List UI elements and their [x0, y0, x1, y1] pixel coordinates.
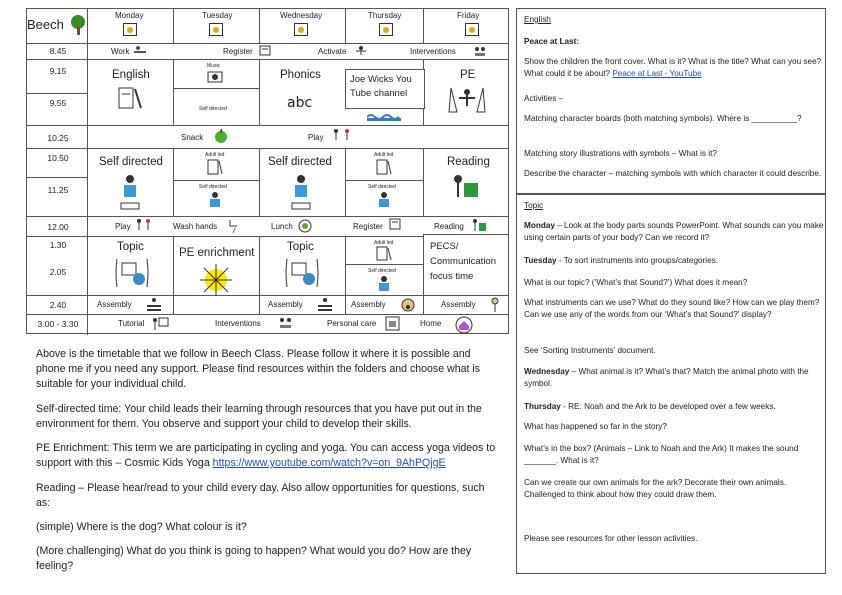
play-icon	[331, 128, 353, 149]
english-intro	[524, 56, 824, 80]
row-845	[27, 44, 508, 60]
english-icon	[117, 84, 147, 119]
time-label: 8.45	[49, 46, 67, 56]
time-label: 10.25	[47, 133, 69, 143]
topic-question-2: What instruments can we use? What do they sound like? How can we play them? Can we use any of the words from our ‘What’s that Sound?’ display?	[524, 298, 820, 319]
lunch-label: Lunch	[271, 222, 293, 231]
home-label: Home	[420, 319, 442, 328]
assembly-label: Assembly	[441, 300, 476, 309]
joe-wicks-box	[345, 69, 425, 109]
person-icon	[119, 173, 141, 216]
pecs-label: PECS/ Communication focus time	[430, 241, 496, 282]
activity-3: Describe the character – matching symbols with which character it could describe.	[524, 169, 822, 178]
calendar-icon	[294, 23, 308, 41]
day-monday: Monday	[115, 11, 144, 20]
topic-panel	[516, 194, 826, 574]
note-timetable: Above is the timetable that we follow in Beech Class. Please follow it where it is possible and phone me if you need any support. Please find resources within the folders and choose what is suitable for your individual child.	[36, 348, 481, 390]
english-intro-text: Show the children the front cover. What is it? What is the title? What can you see? What could it be about?	[524, 57, 822, 78]
time-label: 12.00	[47, 222, 69, 232]
adult-led-icon	[207, 158, 223, 181]
interventions-icon	[278, 316, 294, 337]
time-label: 10.50	[47, 153, 69, 163]
tree-icon	[69, 15, 87, 40]
tutorial-label: Tutorial	[118, 319, 145, 328]
pe-label: PE	[460, 69, 476, 81]
joe-wicks-label: Joe Wicks You Tube channel	[350, 74, 412, 99]
time-label: 9.15	[49, 66, 67, 76]
topic-icon	[115, 257, 149, 294]
topic-tuesday: Tuesday - To sort instruments into groups/categories.	[524, 256, 719, 265]
play-icon	[135, 218, 153, 239]
register-icon	[389, 218, 403, 237]
register-label: Register	[353, 222, 383, 231]
note-pe-text: PE Enrichment: This term we are participating in cycling and yoga. You can access yoga videos to support with this – Cosmic Kids Yoga	[36, 442, 496, 469]
work-label: Work	[111, 47, 130, 56]
day-wednesday: Wednesday	[280, 11, 323, 20]
calendar-icon	[123, 23, 137, 41]
tutorial-icon	[151, 316, 169, 337]
class-name: Beech	[27, 17, 64, 32]
adult-led-label: Adult led	[205, 152, 225, 158]
person-icon	[290, 173, 312, 216]
reading-icon	[451, 173, 481, 208]
english-label: English	[112, 69, 150, 81]
phonics-abc: abc	[287, 95, 313, 111]
personal-care-label: Personal care	[327, 319, 377, 328]
self-directed-small: Self directed	[199, 106, 227, 112]
calendar-icon	[465, 23, 479, 41]
adult-led-icon	[376, 246, 392, 267]
afternoon-block	[27, 237, 508, 296]
interventions-label: Interventions	[410, 47, 456, 56]
self-directed-label: Self directed	[268, 156, 332, 168]
assembly-label: Assembly	[351, 300, 386, 309]
time-label: 3.00 - 3.30	[37, 319, 79, 329]
peace-at-last-link[interactable]: Peace at Last - YouTube	[612, 69, 702, 78]
apple-icon	[213, 128, 229, 149]
topic-icon	[285, 257, 319, 294]
morning-block	[27, 60, 508, 126]
note-simple-question: (simple) Where is the dog? What colour is it?	[36, 521, 247, 533]
topic-monday: Monday – Look at the body parts sounds PowerPoint. What sounds can you make using certain parts of your body? Can we record it?	[524, 221, 824, 242]
lunch-icon	[297, 218, 313, 239]
note-self-directed: Self-directed time: Your child leads their learning through resources that you have put out in the environment for them. You observe and support your child to develop their skills.	[36, 403, 482, 430]
topic-question-7: Please see resources for other lesson activities.	[524, 534, 698, 543]
calendar-icon	[209, 23, 223, 41]
play-label: Play	[308, 133, 324, 142]
assembly-label: Assembly	[268, 300, 303, 309]
adult-led-icon	[376, 158, 392, 181]
reading-label: Reading	[447, 156, 490, 168]
self-directed-icon	[376, 191, 392, 216]
interventions-label: Interventions	[215, 319, 261, 328]
topic-question-6: Can we create our own animals for the ark? Decorate their own animals. Challenged to think about how they could draw them.	[524, 478, 787, 499]
topic-heading: Topic	[524, 201, 544, 210]
wash-hands-icon	[227, 218, 241, 239]
self-directed-icon	[207, 191, 223, 216]
play-label: Play	[115, 222, 131, 231]
activate-label: Activate	[318, 47, 347, 56]
cosmic-yoga-link[interactable]: https://www.youtube.com/watch?v=on_9AhPQjgE	[212, 457, 446, 469]
time-label: 2.05	[49, 267, 67, 277]
row-240	[27, 296, 508, 315]
assembly-label: Assembly	[97, 300, 132, 309]
topic-question-1: What is our topic? (‘What’s that Sound?’) What does it mean?	[524, 278, 748, 287]
day-tuesday: Tuesday	[202, 11, 233, 20]
note-pe-enrichment	[36, 441, 501, 471]
time-label: 2.40	[49, 300, 67, 310]
topic-question-5: What’s in the box? (Animals – Link to Noah and the Ark) It makes the sound _______. What is it?	[524, 444, 799, 465]
english-panel	[516, 8, 826, 194]
pe-icon	[447, 84, 487, 121]
time-label: 1.30	[49, 240, 67, 250]
topic-question-3: See ‘Sorting Instruments’ document.	[524, 346, 656, 355]
adult-led-label: Adult led	[374, 152, 394, 158]
day-friday: Friday	[457, 11, 480, 20]
topic-label: Topic	[117, 241, 144, 253]
pe-enrichment-label: PE enrichment	[179, 247, 255, 259]
topic-thursday: Thursday - RE: Noah and the Ark to be developed over a few weeks.	[524, 402, 776, 411]
self-directed-small: Self directed	[368, 268, 396, 274]
activities-heading: Activities –	[524, 94, 564, 103]
home-icon	[455, 316, 473, 339]
english-subheading: Peace at Last:	[524, 37, 580, 46]
calendar-icon	[379, 23, 393, 41]
register-label: Register	[223, 47, 253, 56]
note-challenging-question: (More challenging) What do you think is going to happen? What would you do? How are they feeling?	[36, 545, 472, 572]
activity-1: Matching character boards (both matching symbols). Where is __________?	[524, 114, 802, 123]
activity-2: Matching story illustrations with symbols – What is it?	[524, 149, 717, 158]
time-label: 11.25	[47, 185, 69, 195]
day-thursday: Thursday	[368, 11, 402, 20]
row-1025	[27, 126, 508, 149]
topic-question-4: What has happened so far in the story?	[524, 422, 667, 431]
time-label: 9.55	[49, 98, 67, 108]
late-morning-block	[27, 149, 508, 217]
timetable	[26, 8, 509, 334]
self-directed-icon	[376, 275, 392, 298]
self-directed-label: Self directed	[99, 156, 163, 168]
pecs-box	[423, 234, 509, 296]
row-300	[27, 315, 508, 335]
music-icon	[207, 69, 223, 90]
adult-led-label: Adult led	[374, 240, 394, 246]
personal-care-icon	[385, 316, 401, 337]
self-directed-small: Self directed	[199, 184, 227, 190]
topic-wednesday: Wednesday – What animal is it? What’s that? Match the animal photo with the symbol.	[524, 367, 809, 388]
wash-hands-label: Wash hands	[173, 222, 218, 231]
english-heading: English	[524, 15, 551, 24]
topic-label: Topic	[287, 241, 314, 253]
snack-label: Snack	[181, 133, 204, 142]
header-row	[27, 9, 508, 44]
self-directed-small: Self directed	[368, 184, 396, 190]
reading-label: Reading	[434, 222, 464, 231]
water-icon	[367, 108, 401, 126]
music-label: Music	[207, 63, 221, 69]
phonics-label: Phonics	[280, 69, 321, 81]
note-reading: Reading – Please hear/read to your child every day. Also allow opportunities for questions, such as:	[36, 482, 485, 509]
